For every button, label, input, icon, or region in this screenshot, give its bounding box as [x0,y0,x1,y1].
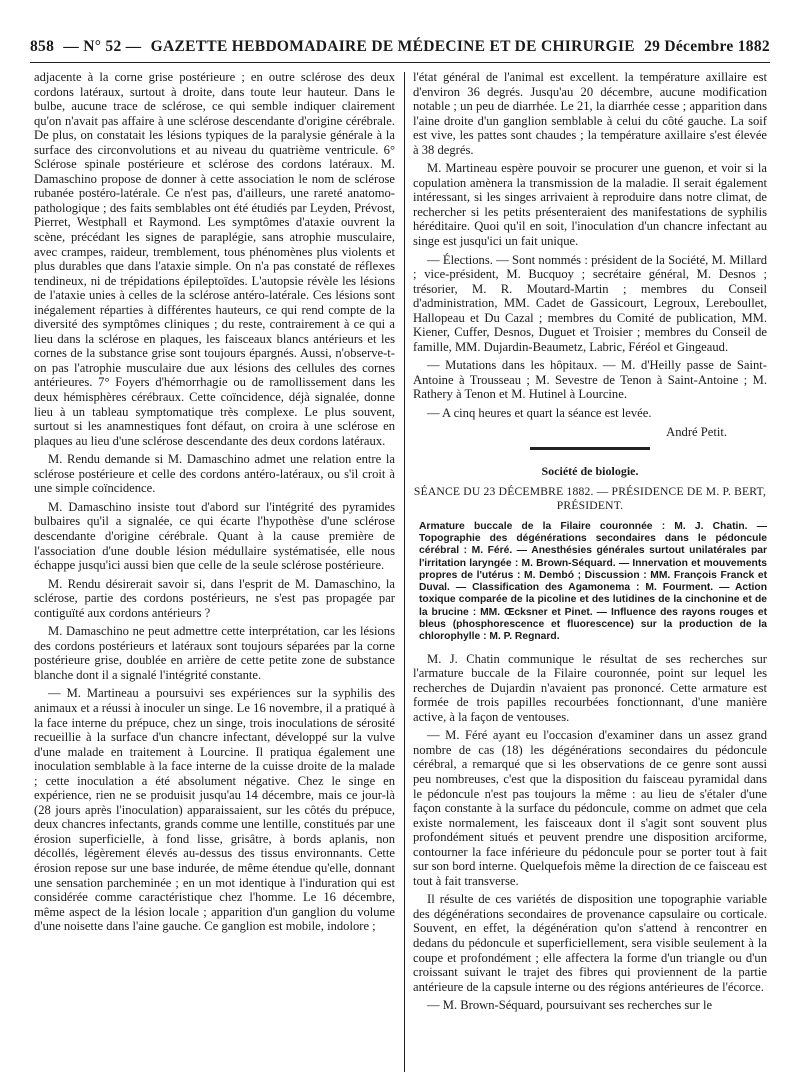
author-signature: André Petit. [666,424,727,439]
paragraph: M. Damaschino insiste tout d'abord sur l'intégrité des pyramides bulbaires qu'il a signalée, ce qui écarte l'hypothèse d'une sclérose descendante d'origine cérébrale. Quant à la cause première de l'association d'une double lésion médullaire systématisée, elle nous échappe jusqu'ici aussi bien que celle de la seule sclérose postérieure. [34,499,395,573]
right-column [413,70,767,1013]
session-summary: Armature buccale de la Filaire couronnée : M. J. Chatin. — Topographie des dégénérations secondaires dans le pédoncule cérébral : M. Féré. — Anesthésies générales surtout unilatérales par l'irritation laryngée : M. Brown-Séquard. — Innervation et mouvements propres de l'utérus : M. Dembó ; Discussion : MM. François Franck et Duval. — Classification des Agamonema : M. Fourment. — Action toxique comparée de la picoline et des lutidines de la cinchonine et de la brucine : MM. Œcksner et Pinet. — Influence des rayons rouges et bleus (phosphorescence et fluorescence) sur la production de la chlorophylle : M. P. Regnard. [419,520,767,643]
paragraph: M. Rendu désirerait savoir si, dans l'esprit de M. Damaschino, la sclérose, partie des cordons postérieurs, ne s'est pas propagée par contiguïté aux cordons antérieurs ? [34,576,395,620]
paragraph: M. Damaschino ne peut admettre cette interprétation, car les lésions des cordons postérieurs et latéraux sont toujours séparées par la corne postérieure grise, doublée en arrière de cette petite zone de substance blanche dont il a signalé l'intégrité constante. [34,624,395,682]
paragraph: — M. Martineau a poursuivi ses expériences sur la syphilis des animaux et a réussi à inoculer un singe. Le 16 novembre, il a pratiqué à la face interne du prépuce, chez un singe, trois inoculations de sérosité recueillie à la surface d'un chancre infectant, développé sur la vulve d'une malade en traitement à Lourcine. Il pratiqua également une inoculation semblable à la face interne de la cuisse droite de la malade ; cette inoculation a été absolument négative. Chez le singe en expérience, rien ne se produisit jusqu'au 14 décembre, mais ce jour-là (28 jours après l'inoculation) apparaissaient, sur les côtés du prépuce, deux chancres infectants, grands comme une lentille, constitués par une érosion superficielle, à fond lisse, grisâtre, à bords aplanis, non décollés, légèrement élevés au-dessus des tissus environnants. Cette érosion repose sur une base indurée, de même étendue qu'elle, donnant une sensation parcheminée ; en un mot identique à l'induration qui est considérée comme caractéristique chez l'homme. Le 16 décembre, même aspect de la lésion locale ; apparition d'un ganglion du volume d'une noisette dans l'aine gauche. Ce ganglion est mobile, indolore ; [34,686,395,934]
page-header [30,38,770,63]
section-title: Société de biologie. [541,464,639,479]
paragraph: — Élections. — Sont nommés : président de la Société, M. Millard ; vice-président, M. Bucquoy ; secrétaire général, M. Desnos ; trésorier, M. R. Moutard-Martin ; membres du Conseil d'administration, MM. Cadet de Gassicourt, Legroux, Lereboullet, Hallopeau et Du Cazal ; membres du Comité de publication, MM. Kiener, Cuffer, Desnos, Duguet et Troisier ; membres du Conseil de famille, MM. Dujardin-Beaumetz, Labric, Féréol et Gingeaud. [413,252,767,354]
paragraph: Il résulte de ces variétés de disposition une topographie variable des dégénérations secondaires de provenance capsulaire ou corticale. Souvent, en effet, la dégénération qu'on s'attend à rencontrer en dedans du pédoncule et superficiellement, sera visible seulement à la coupe et profondément ; elle affectera la forme d'un triangle ou d'un croissant suivant le trajet des fibres qui proviennent de la partie antérieure de la capsule interne ou des régions antérieures de l'écorce. [413,892,767,994]
section-rule [530,447,650,450]
left-column [34,70,395,934]
paragraph: — Mutations dans les hôpitaux. — M. d'Heilly passe de Saint-Antoine à Trousseau ; M. Sevestre de Tenon à Saint-Antoine ; M. Rathery à Tenon et M. Hutinel à Lourcine. [413,358,767,402]
paragraph: l'état général de l'animal est excellent. la température axillaire est d'environ 36 degrés. Jusqu'au 20 décembre, aucune modification notable ; un peu de diarrhée. Le 21, la diarrhée cesse ; apparition dans l'aine droite d'un ganglion semblable à celui du côté gauche. La soif est vive, les pattes sont chaudes ; la température axillaire s'est élevée à 38 degrés. [413,70,767,157]
page-number: 858 [30,38,55,55]
paragraph: — M. Brown-Séquard, poursuivant ses recherches sur le [427,998,713,1013]
journal-title: GAZETTE HEBDOMADAIRE DE MÉDECINE ET DE CHIRURGIE [150,38,635,55]
session-heading: SÉANCE DU 23 DÉCEMBRE 1882. — PRÉSIDENCE DE M. P. BERT, PRÉSIDENT. [413,484,767,512]
paragraph: M. J. Chatin communique le résultat de ses recherches sur l'armature buccale de la Filaire couronnée, point sur lequel les recherches de Dujardin n'avaient pas prononcé. Cette armature est formée de trois papilles recourbées fonctionnant, d'une manière active, à la façon de ventouses. [413,651,767,724]
paragraph: adjacente à la corne grise postérieure ; en outre sclérose des deux cordons latéraux, surtout à droite, dans toute leur hauteur. Dans le bulbe, aucune trace de sclérose, ce qui semble indiquer clairement qu'on n'avait pas affaire à une sclérose descendante d'origine cérébrale. De plus, on constatait les lésions typiques de la paralysie générale à la surface des circonvolutions et au niveau du quatrième ventricule. 6° Sclérose spinale postérieure et sclérose des cordons latéraux. M. Damaschino propose de donner à cette association le nom de sclérose rubanée postéro-latérale. Ce n'est pas, d'ailleurs, une rareté anatomo-pathologique ; des faits semblables ont été étudiés par Leyden, Prévost, Pierret, Westphall et Raymond. Les symptômes d'ataxie ouvrent la scène, précédant les signes de paraplégie, sans atrophie musculaire, avec crampes, raideur, tremblement, tous phénomènes plus violents et plus durables que dans l'ataxie simple. On n'a pas constaté de réflexes tendineux, ni de trépidations épileptoïdes. L'autopsie révèle les lésions de l'ataxie unies à celles de la sclérose antéro-latérale. Ces lésions sont inégalement réparties à différentes hauteurs, ce qui rend compte de la diversité des symptômes cliniques ; du reste, contrairement à ce qui a lieu dans la sclérose en plaques, les faisceaux blancs antérieurs et les cornes de la substance grise sont toujours épargnés. Aussi, n'observe-t-on pas l'atrophie musculaire due aux lésions des cellules des cornes antérieures. 7° Foyers d'hémorrhagie ou de ramollissement dans les deux hémisphères cérébraux. Cette coïncidence, déjà signalée, donne lieu à un tableau symptomatique très complexe. Le plus souvent, surtout si les anamnestiques font défaut, on croira à une sclérose en plaques au lieu d'une sclérose descendante des deux cordons latéraux. [34,70,395,448]
paragraph: — A cinq heures et quart la séance est levée. [427,406,652,421]
paragraph: — M. Féré ayant eu l'occasion d'examiner dans un assez grand nombre de cas (18) les dégénérations secondaires du pédoncule cérébral, a remarqué que si les observations de ce genre sont aussi peu nombreuses, c'est que la disposition du faisceau pyramidal dans le pédoncule n'est pas toujours la même : au lieu de s'étaler d'une façon constante à la surface du pédoncule, comme on admet que cela existe normalement, les faisceaux dont il s'agit sont souvent plus profondément situés et peuvent prendre une disposition arciforme, contourner la face inférieure du pédoncule pour se porter tout à fait sur son bord interne. Quelquefois même la direction de ce faisceau est tout à fait transverse. [413,728,767,888]
column-divider [404,72,405,1072]
issue-number: — N° 52 — [63,38,142,55]
issue-date: 29 Décembre 1882 [644,38,770,55]
paragraph: M. Rendu demande si M. Damaschino admet une relation entre la sclérose postérieure et celle des cordons antéro-latéraux, ou s'il croit à une simple coïncidence. [34,452,395,496]
paragraph: M. Martineau espère pouvoir se procurer une guenon, et voir si la copulation amènera la transmission de la maladie. Il serait également intéressant, si les singes arrivaient à reproduire dans notre climat, de rechercher si les petits présenteraient des manifestations de syphilis héréditaire. Quoi qu'il en soit, l'inoculation d'un chancre infectant au singe est jusqu'ici un fait unique. [413,161,767,249]
